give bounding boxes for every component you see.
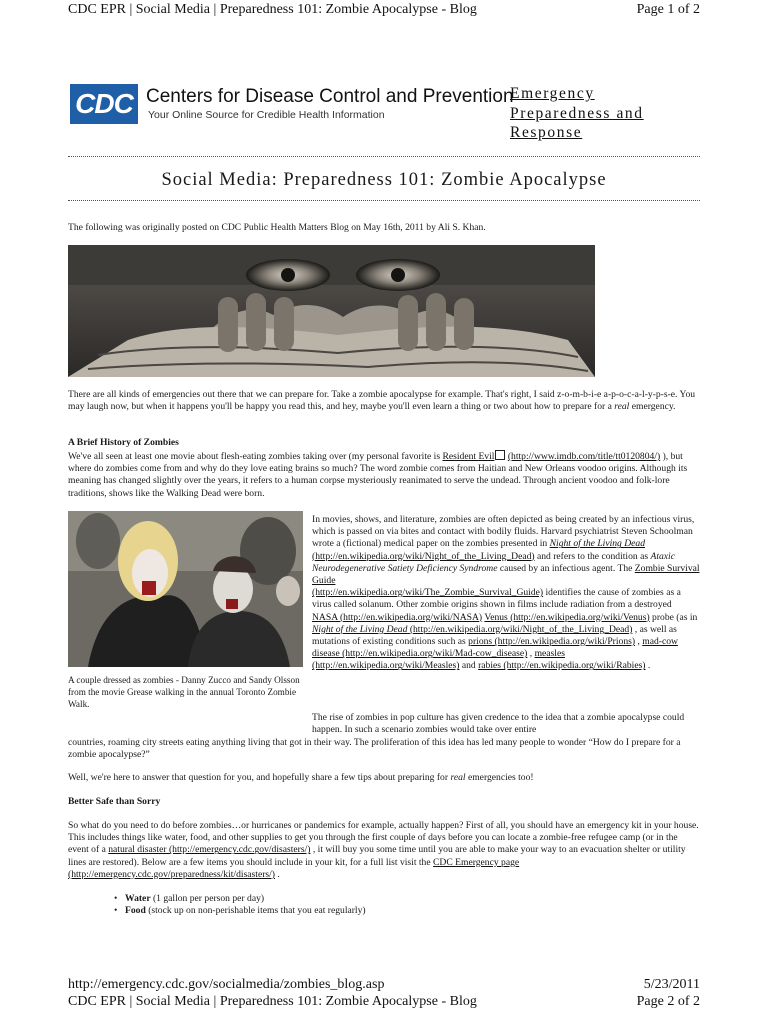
print-footer-page: Page 2 of 2 (636, 994, 700, 1009)
rise-paragraph-start: The rise of zombies in pop culture has given credence to the idea that a zombie apocalypse could happen. In such a scenario zombies would take over entire (312, 712, 685, 736)
rise-paragraph-end: countries, roaming city streets eating anything living that got in their way. The proliferation of this idea has led many people to wonder “How do I prepare for a zombie apocalypse?” (68, 737, 681, 761)
kit-list (114, 893, 700, 917)
prions-link[interactable]: prions (http://en.wikipedia.org/wiki/Prions) (468, 636, 636, 648)
ands-term: Ataxic Neurodegenerative Satiety Deficiency Syndrome (312, 550, 675, 574)
mad-cow-link[interactable]: mad-cow disease (http://en.wikipedia.org/wiki/Mad-cow_disease) (312, 636, 678, 660)
print-footer-date: 5/23/2011 (643, 977, 700, 992)
measles-link[interactable]: measles (http://en.wikipedia.org/wiki/Measles) (312, 648, 565, 672)
program-link-line1: Emergency (510, 85, 595, 102)
origins-text-a: In movies, shows, and literature, zombies are often depicted as being created by an infectious virus, which is passed on via bites and contact with bodily fluids. Harvard psychiatrist Steven Schoolman wrote a (fictional) medical paper on the zombies presented in (312, 514, 695, 550)
history-text-a: We've all seen at least one movie about flesh-eating zombies taking over (my personal favorite is (68, 451, 443, 462)
hero-image-svg (68, 245, 595, 377)
resident-evil-url[interactable]: (http://www.imdb.com/title/tt0120804/) (507, 451, 661, 462)
zsg-url: (http://en.wikipedia.org/wiki/The_Zombie_Survival_Guide) (312, 587, 544, 599)
hero-image (68, 245, 595, 377)
list-item-name: Food (125, 905, 146, 917)
cdc-logo[interactable] (70, 84, 138, 124)
list-item-detail: (1 gallon per person per day) (150, 893, 265, 904)
print-header-page: Page 1 of 2 (636, 2, 700, 17)
org-name: Centers for Disease Control and Prevention (146, 86, 514, 107)
title-rule-top (68, 156, 700, 157)
section-heading-history: A Brief History of Zombies (68, 437, 179, 448)
nld2-link[interactable] (312, 624, 632, 635)
list-item (114, 893, 700, 905)
photo-caption: A couple dressed as zombies - Danny Zucco and Sandy Olsson from the movie Grease walking in the annual Toronto Zombie Walk. (68, 675, 300, 709)
nasa-link[interactable]: NASA (http://en.wikipedia.org/wiki/NASA) (312, 611, 483, 623)
safe-text-a: So what do you need to do before zombies…or hurricanes or pandemics for example, actually happen? First of all, you should have an emergency kit in your house. This includes things like water, food, and other supplies to get you through the first couple of days before you can locate a zombie-free refugee camp (or in the event of a (68, 820, 699, 856)
page-title: Social Media: Preparedness 101: Zombie Apocalypse (161, 170, 607, 190)
zombie-walk-photo (68, 511, 303, 667)
print-footer-url: http://emergency.cdc.gov/socialmedia/zombies_blog.asp (68, 977, 385, 992)
history-paragraph (68, 450, 700, 500)
origins-text-d: identifies the cause of zombies as a virus called solanum. Other zombie origins shown in films include radiation from a destroyed (312, 587, 681, 611)
program-link-line2: Preparedness and (510, 104, 644, 122)
section-heading-safe: Better Safe than Sorry (68, 796, 161, 807)
natural-disaster-link[interactable]: natural disaster (http://emergency.cdc.gov/disasters/) (108, 844, 311, 856)
zombie-walk-photo-svg (68, 511, 303, 667)
history-text-b: ), but where do zombies come from and why do they love eating brains so much? The word zombie comes from Haitian and New Orleans voodoo origins. Although its meaning has changed slightly over the years, it refers to a human corpse mysteriously reanimated to serve the undead. Through ancient voodoo and folk-lore traditions, shows like the Walking Dead were born. (68, 451, 688, 499)
list-item (114, 905, 700, 917)
intro-em: real (614, 401, 630, 413)
print-footer-title: CDC EPR | Social Media | Preparedness 101: Zombie Apocalypse - Blog (68, 994, 477, 1009)
title-rule-bottom (68, 200, 700, 201)
program-link[interactable] (510, 84, 644, 143)
answer-text-b: emergencies too! (465, 772, 534, 783)
nld-title: Night of the Living Dead (549, 538, 646, 550)
origins-text-f: , as well as mutations of existing conditions such as (312, 623, 677, 648)
intro-line: The following was originally posted on CDC Public Health Matters Blog on May 16th, 2011 by Ali S. Khan. (68, 222, 486, 233)
nld2-url: (http://en.wikipedia.org/wiki/Night_of_the_Living_Dead) (409, 623, 633, 635)
safe-text-c: . (275, 868, 280, 880)
cdc-logo-mark: CDC (70, 84, 138, 124)
cdc-emergency-link[interactable]: CDC Emergency page (http://emergency.cdc.gov/preparedness/kit/disasters/) (68, 856, 520, 880)
safe-text-b: , it will buy you some time until you are able to make your way to an evacuation shelter or utility lines are restored). Below are a few items you should include in your kit, for a full list visit the (68, 844, 686, 868)
zsg-title: Zombie Survival Guide (312, 562, 700, 587)
resident-evil-link[interactable]: Resident Evil (442, 451, 495, 462)
rabies-link[interactable]: rabies (http://en.wikipedia.org/wiki/Rabies) (478, 660, 646, 672)
answer-paragraph (68, 772, 700, 784)
origins-text-c: caused by an infectious agent. The (497, 562, 635, 574)
list-item-name: Water (125, 893, 151, 904)
intro-text-b: emergency. (629, 401, 676, 413)
list-item-detail: (stock up on non-perishable items that you eat regularly) (145, 905, 366, 917)
program-link-line3: Response (510, 124, 583, 141)
origins-paragraph: In movies, shows, and literature, zombies are often depicted as being created by an infectious virus, which is passed on via bites and contact with bodily fluids. Harvard psychiatrist Steven Schoolman wrote a (fictional) medical paper on the zombies presented in Night of the Living Dead (http://en.wikipedia.org/wiki/Night_of_the_Living_Dead) and refers to the condition as Ataxic Neurodegenerative Satiety Deficiency Syndrome caused by an infectious agent. The Zombie Survival Guide (http://en.wikipedia.org/wiki/The_Zombie_Survival_Guide) identifies the cause of zombies as a virus called solanum. Other zombie origins shown in films include radiation from a destroyed NASA (http://en.wikipedia.org/wiki/NASA) Venus (http://en.wikipedia.org/wiki/Venus) probe (as in Night of the Living Dead (http://en.wikipedia.org/wiki/Night_of_the_Living_Dead) , as well as mutations of existing conditions such as prions (http://en.wikipedia.org/wiki/Prions) , mad-cow disease (http://en.wikipedia.org/wiki/Mad-cow_disease) , measles (http://en.wikipedia.org/wiki/Measles) and rabies (http://en.wikipedia.org/wiki/Rabies) . (312, 514, 700, 672)
venus-link[interactable]: Venus (http://en.wikipedia.org/wiki/Venus) (484, 611, 650, 623)
intro-paragraph (68, 389, 700, 413)
external-link-icon (495, 450, 505, 460)
answer-em: real (450, 772, 466, 783)
safe-paragraph (68, 820, 700, 881)
answer-text-a: Well, we're here to answer that question for you, and hopefully share a few tips about preparing for (68, 772, 451, 783)
origins-text-b: and refers to the condition as (534, 550, 651, 562)
origins-text-e: probe (as in (649, 611, 698, 623)
nld-url: (http://en.wikipedia.org/wiki/Night_of_the_Living_Dead) (312, 550, 535, 562)
print-header-title: CDC EPR | Social Media | Preparedness 101: Zombie Apocalypse - Blog (68, 2, 477, 17)
org-tagline: Your Online Source for Credible Health Information (148, 109, 385, 121)
nld2-title: Night of the Living Dead (312, 623, 408, 635)
intro-text-a: There are all kinds of emergencies out there that we can prepare for. Take a zombie apocalypse for example. That's right, I said z-o-m-b-i-e a-p-o-c-a-l-y-p-s-e. You may laugh now, but when it happens you'll be happy you read this, and hey, maybe you'll even learn a thing or two about how to prepare for a (68, 389, 696, 413)
